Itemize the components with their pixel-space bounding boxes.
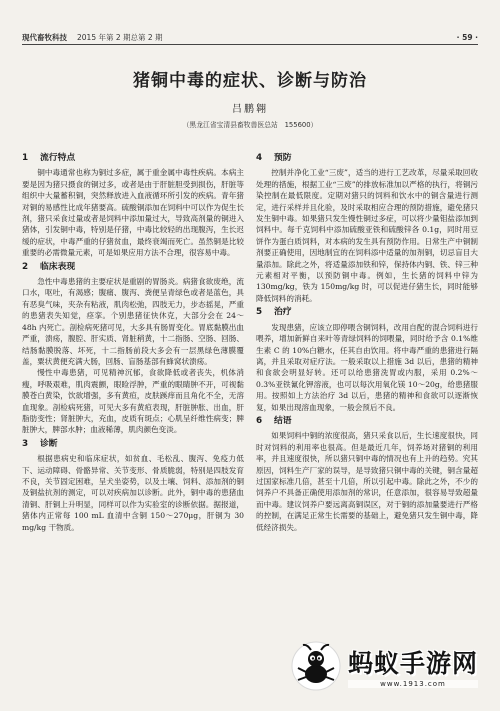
journal-name: 现代畜牧科技	[22, 32, 67, 42]
section-heading	[256, 307, 478, 318]
section-heading	[22, 153, 244, 164]
page-number: · 59 ·	[456, 32, 478, 42]
section-number: 3	[22, 438, 29, 449]
section-title: 流行特点	[40, 153, 76, 163]
section-title: 治疗	[274, 307, 292, 318]
section-title: 诊断	[40, 438, 58, 449]
section-heading	[256, 153, 478, 164]
body-paragraph: 慢性中毒患猪，可见精神沉郁，食欲降低或者丧失，机体消瘦，呼吸艰难，肌肉震颤，眼睑浮肿，严重的眼睛肿不开，可视黏膜苍白黄染，饮欲增强，多有黄疸，皮肤蹊痒而且角化不全，无溶血现象。剖检病死猪，可见大多有黄疸表现，肝脏肿胀、出血，肝脂肪变性；肾脏肿大，充血，皮质有斑点；心肌呈纤维性病变；脾脏肿大，脾部水肿；血液稀薄，肌肉颜色变淡。	[22, 368, 244, 435]
section-title: 临床表现	[40, 261, 76, 272]
body-paragraph: 发现患猪，应该立即停喂含铜饲料，改用自配的混合饲料进行喂养，增加新鲜自来叶等青绿饲料的饲喂量，同时给予含 0.1%维生素 C 的 10%白糖水，任其自由饮用。将中毒严重的患猪进行隔离，并且采取对症疗法。一般采取以上措施 3d 以后，患猪的精神和食欲会明显好转。还可以给患猪洗胃或内服，采用 0.2%～0.3%亚铁氰化钾溶液，也可以每次用氧化镁 10～20g，给患猪服用。按照如上方法治疗 3d 以后，患猪的精神和食欲可以逐渐恢复，如果出现溶血现象，一般会预后不良。	[256, 322, 478, 412]
section-number: 2	[22, 261, 29, 272]
section-number: 5	[256, 307, 263, 318]
body-paragraph: 根据患病史和临床症状，如贫血、毛松乱、腹泻、免疫力低下、运动障碍、骨骼异常、关节变形、骨质脆弱，特别是四肢发育不良，关节固定困难，呈犬坐姿势，以及土壤、饲料、添加剂的铜及铜盐抗剂的测定，可以对疾病加以诊断。此外，铜中毒的患猪血清铜、肝铜上升明显，同样可以作为实验室的诊断依据。据报道，猪体内正常每 100 mL 血清中含铜 150～270μg，肝铜为 30 mg/kg 干物质。	[22, 454, 244, 532]
section-number: 4	[256, 153, 263, 163]
body-paragraph: 如果饲料中铜的浓度很高，猪只采食以后，生长速度很快，同时对饲料的利用率也很高。但是最近几年，饲养场对猪铜的利用率，并且速度很快，所以猪只铜中毒的情况也有上升的趋势。究其原因，饲料生产厂家的误导，是导致猪只铜中毒的关键，铜含量超过国家标准几倍，甚至十几倍，所以引起中毒。除此之外，不少的饲养户不具备正确使用添加剂的常识，任意添加，很容易导致超量而中毒。建议饲养户要远离高铜误区，对于铜的添加量要进行严格的控制，在满足正常生长需要的基础上，避免猪只发生铜中毒，降低经济损失。	[256, 431, 478, 532]
right-column	[256, 150, 478, 533]
section-title: 结语	[274, 415, 292, 426]
watermark	[290, 635, 480, 697]
body-paragraph: 急性中毒患猪的主要症状是重剧的胃肠炎。病猪食欲废绝，流口水，呕吐，有渴感；腹痛、腹泻、粪便呈青绿色或者是蓝色，具有恶臭气味，夹杂有粘液，肌肉松弛，四肢无力，步态摇晃，严重的患猪表失知觉，痉挛。个别患猪征快休克，大部分会在 24～48h 内死亡。剖检病死猪可见，大多具有肠胃变化。胃底黏膜出血严重，溃疡，腹腔、肝实质、肾脏稍黄，十二指肠、空肠、回肠、结肠黏膜脱落、坏死，十二指肠前段大多会有一层黑绿色薄膜覆盖，粟状黄便充满大肠，回肠、盲肠基部有蜂窝状溃疡。	[22, 277, 244, 366]
section-number: 6	[256, 415, 263, 426]
left-column	[22, 150, 244, 533]
running-header	[22, 30, 478, 45]
section-heading	[256, 416, 478, 427]
article-title: 猪铜中毒的症状、诊断与防治	[133, 71, 367, 91]
ant-logo-icon	[290, 640, 342, 692]
section-number: 1	[22, 153, 29, 163]
author-name: 吕鹏翱	[232, 104, 268, 115]
issue-info: 2015 年第 2 期总第 2 期	[77, 32, 163, 42]
section-heading	[22, 439, 244, 450]
section-title: 预防	[274, 153, 292, 163]
body-paragraph: 控制并净化工业“三废”，适当的进行工艺改革，尽量采取回收处理的措施，根据工业“三废”的排放标准加以严格的执行，将铜污染控制在最低限度。定期对猪只的饲料和饮水中的铜含量进行测定，进行采样并且化验，及时采取相应合理的预防措施，避免猪只发生铜中毒。如果猪只发生慢性铜过多症，可以将少量钼盐添加到饲料中。每千克饲料中添加硫酸亚铁和硫酸锌各 0.1g，同时用豆饼作为蛋白质饲料，对本病的发生具有预防作用。日常生产中铜制剂要正确使用，因地制宜的在饲料添中适量的加剂铜，切忌盲目大量添加。除此之外，将适量添加铁和锌，保持体内铜、铁、锌三种元素相对平衡，以预防铜中毒。例如，生长猪的饲料中锌为 130mg/kg，铁为 150mg/kg 时，可以促进仔猪生长，同时能够降低饲料的消耗。	[256, 168, 478, 303]
author-affiliation: （黑龙江省宝清县畜牧兽医总站 155600）	[182, 121, 318, 129]
body-paragraph: 铜中毒通常也称为铜过多症，属于重金属中毒性疾病。本病主要是因为猪只摄食的铜过多，或者是由于肝脏胆受到损伤，肝脏等组织中大量蓄积铜，突然释放进入血液循环所引发的疾病。青年猪对铜的易感性比成年猪要高。硫酸铜添加在饲料中可以作为促生长剂，猪只采食过量或者是饲料中添加量过大，导致高剂量的铜进入猪体，引发铜中毒，特别是仔猪，中毒比较轻的出现腹泻，生长迟缓的症状，中毒严重的仔猪贫血，最终衰竭而死亡。虽然铜是比较重要的必需微量元素，可是如果应用方法不合理，很容易中毒。	[22, 168, 244, 258]
watermark-url: www.1913.com	[348, 680, 478, 688]
section-heading	[22, 262, 244, 273]
watermark-title: 蚂蚁手游网	[348, 649, 479, 678]
